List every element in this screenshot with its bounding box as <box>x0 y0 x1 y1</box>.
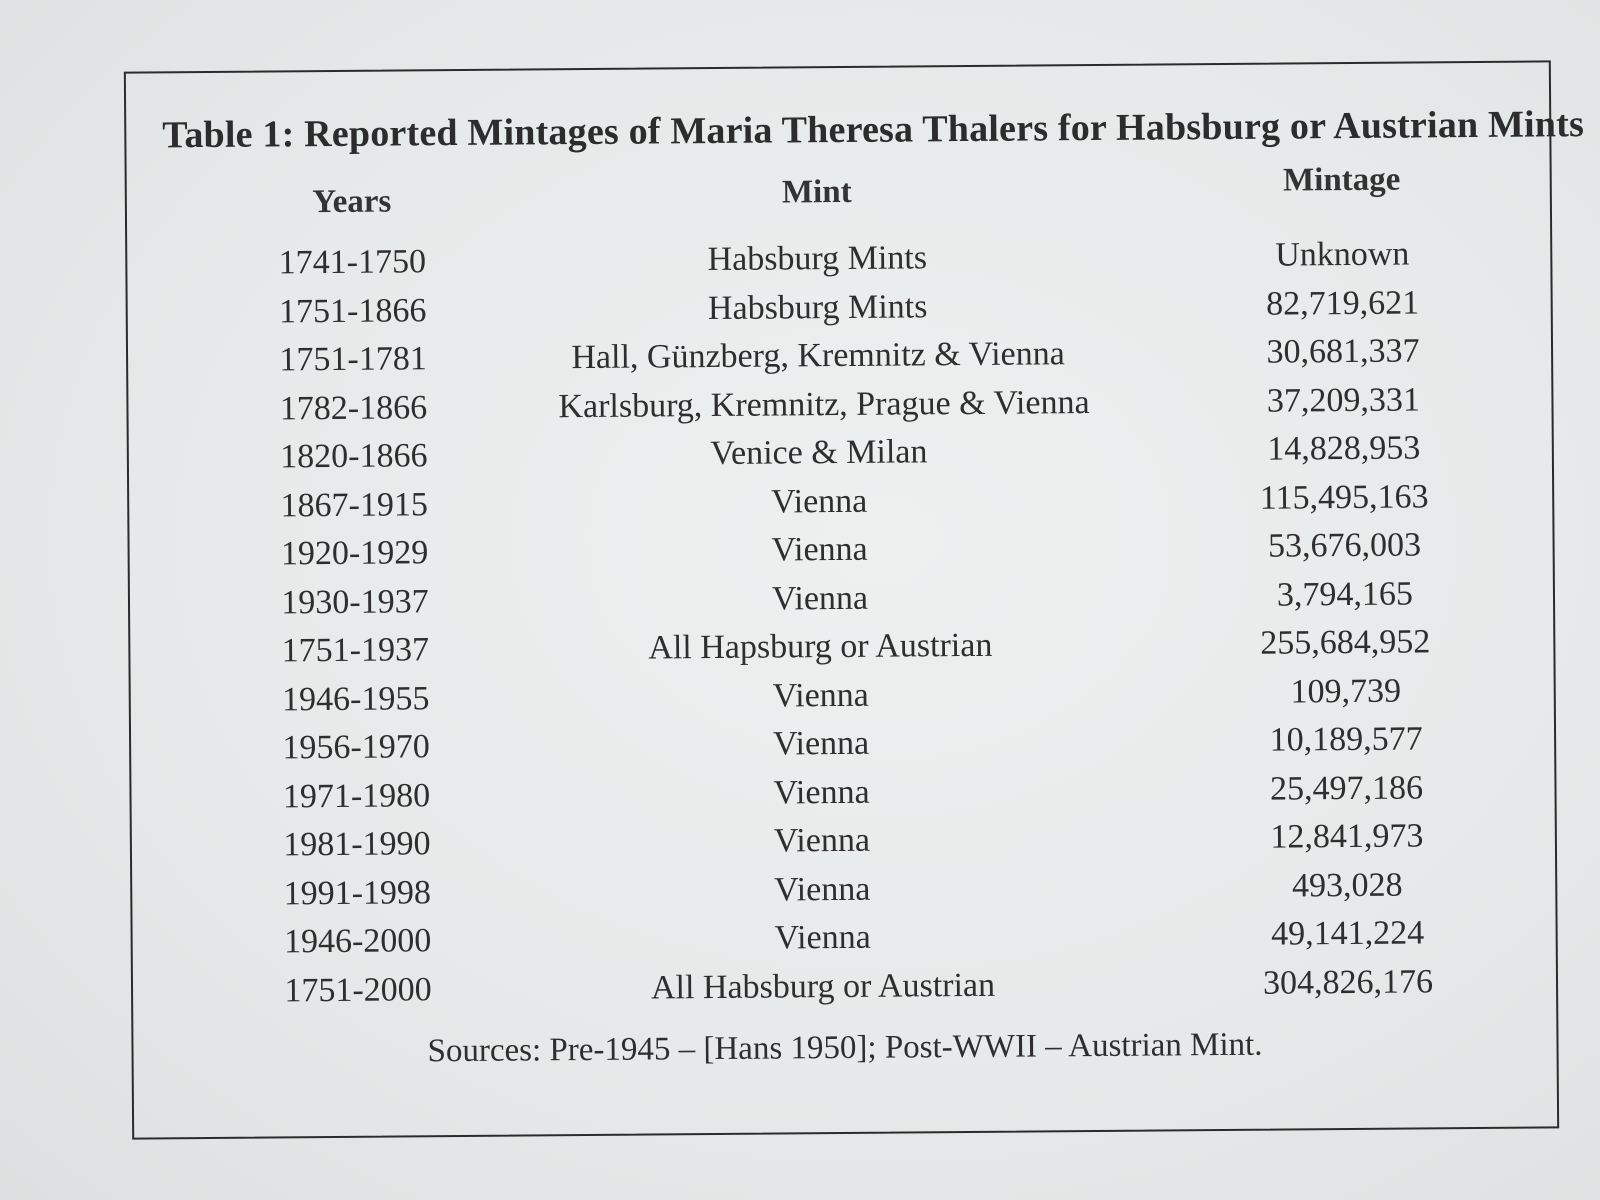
cell-mint: Habsburg Mints <box>707 239 928 279</box>
table-row <box>133 962 1556 1022</box>
sources-note: Sources: Pre-1945 – [Hans 1950]; Post-WWII – Austrian Mint. <box>427 1026 1263 1070</box>
cell-mint: Vienna <box>771 482 868 521</box>
cell-years: 1820-1866 <box>280 437 428 476</box>
header-mintage: Mintage <box>1282 161 1401 199</box>
cell-mint: Vienna <box>774 870 871 909</box>
table-frame <box>124 60 1585 1139</box>
cell-years: 1751-2000 <box>284 970 432 1009</box>
cell-years: 1981-1990 <box>283 825 431 864</box>
cell-years: 1751-1781 <box>279 340 427 379</box>
cell-mint: Habsburg Mints <box>707 287 928 327</box>
table-body <box>127 234 1556 1021</box>
cell-mintage: Unknown <box>1275 235 1410 274</box>
cell-mint: Vienna <box>773 773 870 812</box>
header-years: Years <box>312 183 392 221</box>
cell-mint: Venice & Milan <box>710 433 928 473</box>
cell-mintage: 25,497,186 <box>1269 768 1424 808</box>
cell-mint: Vienna <box>771 530 868 569</box>
cell-years: 1930-1937 <box>281 582 429 621</box>
cell-mintage: 255,684,952 <box>1260 623 1431 662</box>
cell-mintage: 115,495,163 <box>1259 477 1429 517</box>
cell-years: 1741-1750 <box>278 243 427 282</box>
cell-years: 1971-1980 <box>282 776 431 815</box>
cell-years: 1946-1955 <box>281 679 430 718</box>
cell-years: 1946-2000 <box>283 922 432 961</box>
cell-mint: Vienna <box>773 821 871 860</box>
cell-mint: Vienna <box>772 724 870 763</box>
cell-mint: Hall, Günzberg, Kremnitz & Vienna <box>571 335 1065 377</box>
cell-mintage: 12,841,973 <box>1270 817 1424 856</box>
cell-mintage: 10,189,577 <box>1269 720 1423 759</box>
cell-mintage: 53,676,003 <box>1267 526 1422 565</box>
table-title: Table 1: Reported Mintages of Maria Theresa Thalers for Habsburg or Austrian Mints <box>162 103 1585 157</box>
cell-mintage: 14,828,953 <box>1267 429 1421 468</box>
cell-mint: Karlsburg, Kremnitz, Prague & Vienna <box>558 383 1090 425</box>
cell-mint: Vienna <box>772 676 869 715</box>
cell-mint: Vienna <box>774 918 871 957</box>
cell-mintage: 49,141,224 <box>1270 914 1425 953</box>
cell-years: 1751-1937 <box>281 631 430 670</box>
cell-mintage: 30,681,337 <box>1266 332 1420 371</box>
cell-years: 1956-1970 <box>282 728 430 767</box>
cell-mint: Vienna <box>771 579 869 618</box>
cell-mint: All Hapsburg or Austrian <box>648 626 993 667</box>
cell-mintage: 304,826,176 <box>1262 962 1434 1002</box>
header-mint: Mint <box>781 173 852 211</box>
cell-mintage: 109,739 <box>1290 672 1402 710</box>
cell-years: 1782-1866 <box>279 388 428 427</box>
cell-years: 1920-1929 <box>280 534 429 573</box>
cell-mint: All Habsburg or Austrian <box>650 966 996 1007</box>
cell-mintage: 82,719,621 <box>1266 283 1420 323</box>
cell-mintage: 3,794,165 <box>1276 575 1414 614</box>
cell-years: 1867-1915 <box>280 485 429 524</box>
cell-years: 1991-1998 <box>283 873 432 912</box>
cell-mintage: 37,209,331 <box>1266 380 1421 420</box>
cell-years: 1751-1866 <box>278 291 427 330</box>
cell-mintage: 493,028 <box>1291 866 1403 904</box>
